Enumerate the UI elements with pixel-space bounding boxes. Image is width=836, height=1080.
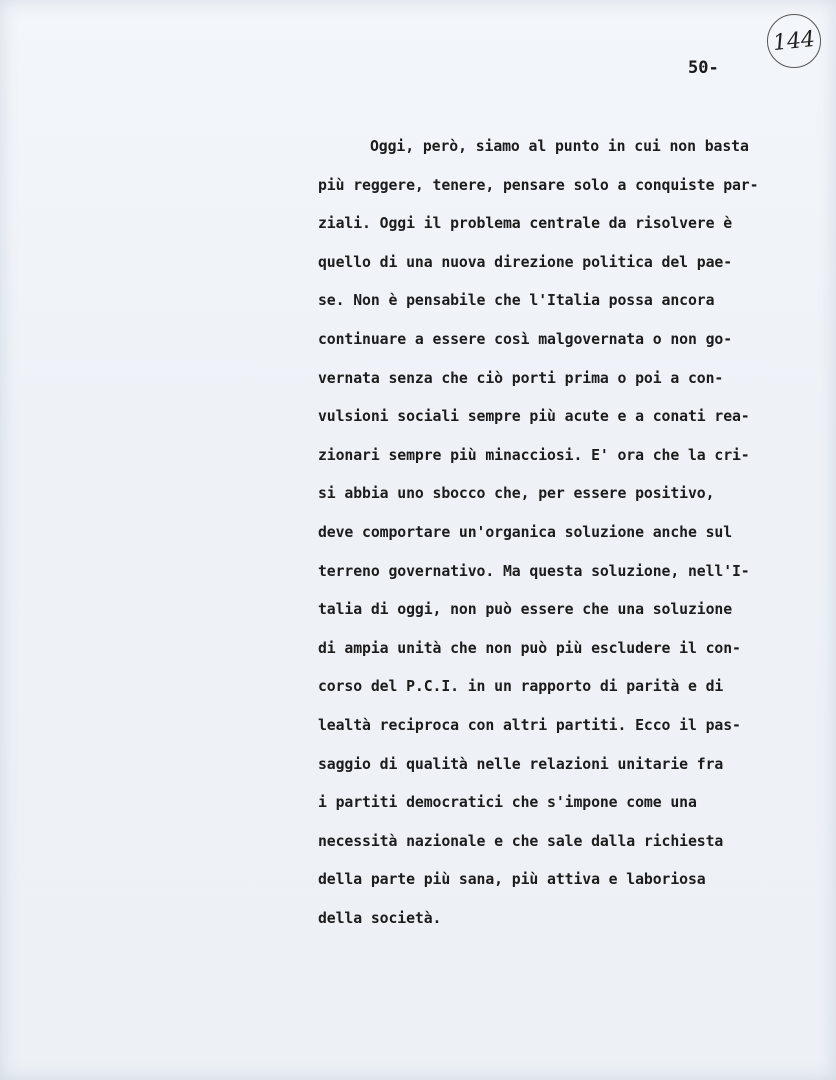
text-line: necessità nazionale e che sale dalla richiesta xyxy=(318,832,724,850)
text-line: della società. xyxy=(318,909,442,927)
text-line: della parte più sana, più attiva e laboriosa xyxy=(318,871,706,889)
typewritten-paragraph xyxy=(318,134,818,944)
text-line: si abbia uno sbocco che, per essere positivo, xyxy=(318,485,715,503)
text-line: saggio di qualità nelle relazioni unitarie fra xyxy=(318,755,724,773)
text-line: di ampia unità che non può più escludere il con- xyxy=(318,639,741,657)
archive-number-stamp xyxy=(767,14,821,68)
text-line: continuare a essere così malgovernata o non go- xyxy=(318,330,732,348)
text-line: ziali. Oggi il problema centrale da risolvere è xyxy=(318,215,732,233)
text-line: Oggi, però, siamo al punto in cui non basta xyxy=(370,138,749,155)
text-line: i partiti democratici che s'impone come una xyxy=(318,794,697,812)
text-line: quello di una nuova direzione politica del pae- xyxy=(318,253,732,271)
page-number: 50- xyxy=(688,58,719,78)
text-line: se. Non è pensabile che l'Italia possa ancora xyxy=(318,292,715,310)
text-line: talia di oggi, non può essere che una soluzione xyxy=(318,601,732,619)
text-line: zionari sempre più minacciosi. E' ora che la cri- xyxy=(318,446,750,464)
text-line: più reggere, tenere, pensare solo a conquiste par- xyxy=(318,176,759,194)
text-line: lealtà reciproca con altri partiti. Ecco il pas- xyxy=(318,716,741,734)
text-line: corso del P.C.I. in un rapporto di parità e di xyxy=(318,678,724,696)
text-line: vernata senza che ciò porti prima o poi a con- xyxy=(318,369,724,387)
text-line: vulsioni sociali sempre più acute e a conati rea- xyxy=(318,408,750,426)
text-line: terreno governativo. Ma questa soluzione, nell'I- xyxy=(318,562,750,580)
stamp-number: 144 xyxy=(771,26,817,56)
text-line: deve comportare un'organica soluzione anche sul xyxy=(318,523,732,541)
